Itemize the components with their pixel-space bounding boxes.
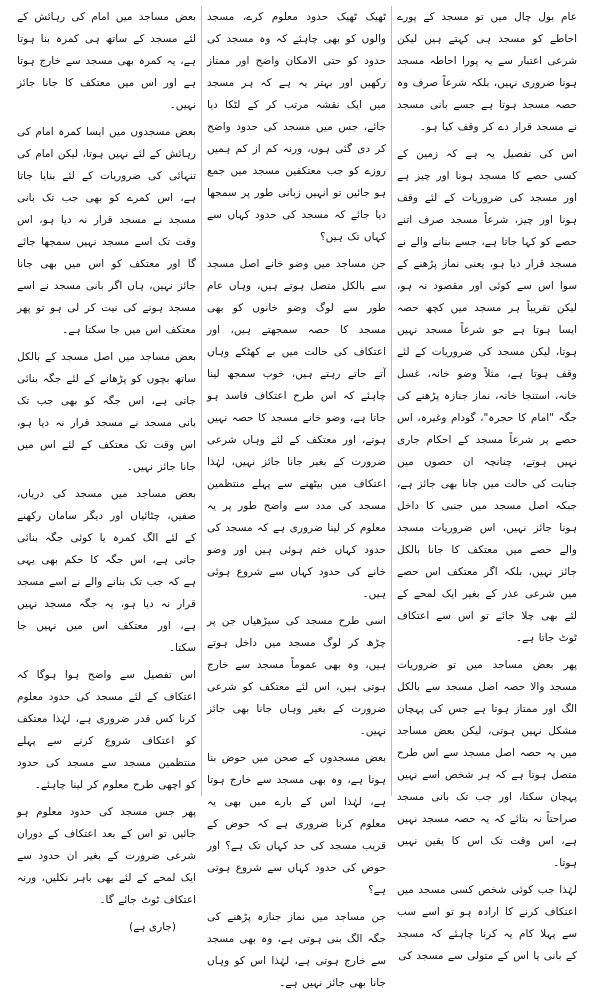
text-columns: [8, 6, 582, 989]
paragraph: بعض مسجدوں میں ایسا کمرہ امام کی رہائش کے لئے نہیں ہوتا، لیکن امام کی تنہائی کی ضروریات کے لئے بنایا جاتا ہے، اس کمرے کو بھی جب تک بانی مسجد نے مسجد قرار نہ دیا ہو، اس وقت تک اسے مسجد نہیں سمجھا جائے گا اور معتکف کو اس میں بھی جانا جائز نہیں، ہاں اگر بانی مسجد نے اسے مسجد ہونے کی نیت کر لی ہو تو پھر معتکف اس میں جا سکتا ہے۔: [17, 126, 196, 336]
paragraph: عام بول چال میں تو مسجد کے پورے احاطے کو مسجد ہی کہتے ہیں لیکن شرعی اعتبار سے یہ پورا احاطہ مسجد ہونا ضروری نہیں، بلکہ شرعاً صرف وہ حصہ مسجد ہوتا ہے جسے بانی مسجد نے مسجد قرار دے کر وقف کیا ہو۔: [397, 11, 577, 133]
paragraph: اس کی تفصیل یہ ہے کہ زمین کے کسی حصے کا مسجد ہونا اور چیز ہے اور مسجد کی ضروریات کے لئے وقف ہونا اور چیز، شرعاً مسجد صرف اتنے حصے کو کہا جاتا ہے، جسے بنانے والے نے مسجد قرار دیا ہو، یعنی نماز پڑھنے کے سوا اس سے کوئی اور مقصود نہ ہو، لیکن تقریباً ہر مسجد میں کچھ حصہ ایسا ہوتا ہے جو شرعاً مسجد نہیں ہوتا، لیکن مسجد کی ضروریات کے لئے وقف ہوتا ہے، مثلاً وضو خانہ، غسل خانہ، استنجا خانہ، نماز جنازہ پڑھنے کی جگہ "امام کا حجرہ"، گودام وغیرہ، اس حصے پر شرعاً مسجد کے احکام جاری نہیں ہوتے، چنانچہ ان حصوں میں جنابت کی حالت میں جانا بھی جائز ہے، جبکہ اصل مسجد میں جنبی کا داخل ہونا جائز نہیں، اس ضروریات مسجد والے حصے میں معتکف کا جانا بالکل جائز نہیں، بلکہ اگر معتکف اس حصے میں شرعی عذر کے بغیر ایک لمحے کے لئے بھی چلا جائے تو اس سے اعتکاف ٹوٹ جاتا ہے۔: [397, 148, 577, 644]
paragraph: بعض مساجد میں اصل مسجد کے بالکل ساتھ بچوں کو پڑھانے کے لئے جگہ بنائی جاتی ہے، اس جگہ کو بھی جب تک بانی مسجد نے مسجد قرار نہ دیا ہو، اس وقت تک معتکف کے لئے اس میں جانا جائز نہیں۔: [17, 351, 196, 473]
paragraph: اس تفصیل سے واضح ہوا ہوگا کہ اعتکاف کے لئے مسجد کی حدود معلوم کرنا کس قدر ضروری ہے، لہٰذا معتکف کو اعتکاف شروع کرنے سے پہلے منتظمین مسجد سے مسجد کی حدود کو اچھی طرح معلوم کر لینا چاہئے۔: [17, 669, 196, 791]
paragraph: بعض مسجدوں کے صحن میں حوض بنا ہوتا ہے، وہ بھی مسجد سے خارج ہوتا ہے، لہٰذا اس کے بارے میں بھی یہ معلوم کرنا ضروری ہے کہ حوض کے قریب مسجد کی حد کہاں تک ہے؟ اور حوض کی حدود کہاں سے شروع ہوتی ہے؟: [207, 752, 386, 896]
paragraph: ٹھیک ٹھیک حدود معلوم کرے، مسجد والوں کو بھی چاہئے کہ وہ مسجد کی حدود کو حتی الامکان واضح اور ممتاز رکھیں اور بہتر یہ ہے کہ ہر مسجد میں ایک نقشہ مرتب کر کے لٹکا دیا جائے، جس میں مسجد کی حدود واضح کر دی گئی ہوں، ورنہ کم از کم ہمیں روزے کو جب معتکفین مسجد میں جمع ہو جائیں تو انہیں زبانی طور پر سمجھا دیا جائے کہ مسجد کی حدود کہاں سے کہاں تک ہیں؟: [207, 11, 386, 243]
paragraph: اسی طرح مسجد کی سیڑھیاں جن پر چڑھ کر لوگ مسجد میں داخل ہوتے ہیں، وہ بھی عموماً مسجد سے خارج ہوتی ہیں، اس لئے معتکف کو شرعی ضرورت کے بغیر وہاں جانا بھی جائز نہیں۔: [207, 615, 386, 737]
column-left: [12, 6, 202, 933]
paragraph: جن مساجد میں نماز جنازہ پڑھنے کی جگہ الگ بنی ہوتی ہے، وہ بھی مسجد سے خارج ہوتی ہے، لہٰذا اس کو وہاں جانا بھی جائز نہیں ہے۔: [207, 911, 386, 989]
column-middle: [202, 6, 392, 989]
continued-label: (جاری ہے): [129, 921, 176, 933]
paragraph: جن مساجد میں وضو خانے اصل مسجد سے بالکل متصل ہوتے ہیں، وہاں عام طور سے لوگ وضو خانوں کو بھی مسجد کا حصہ سمجھتے ہیں، اور اعتکاف کی حالت میں بے کھٹکے وہاں آتے جاتے رہتے ہیں، خوب سمجھ لینا چاہئے کہ اس طرح اعتکاف فاسد ہو جاتا ہے، وضو خانے مسجد کا حصہ نہیں ہوتے، اور معتکف کے لئے وہاں شرعی ضرورت کے بغیر جانا جائز نہیں، لہٰذا اعتکاف میں بیٹھنے سے پہلے منتظمین مسجد کی مدد سے واضح طور پر یہ معلوم کر لینا ضروری ہے کہ مسجد کی حدود کہاں ختم ہوئی ہیں اور وضو خانے کی حدود کہاں سے شروع ہوئی ہیں۔: [207, 258, 386, 600]
paragraph: پھر بعض مساجد میں تو ضروریات مسجد والا حصہ اصل مسجد سے بالکل الگ اور ممتاز ہوتا ہے جس کی پہچان مشکل نہیں ہوتی، لیکن بعض مساجد میں یہ حصہ اصل مسجد سے اس طرح متصل ہوتا ہے کہ ہر شخص اسے نہیں پہچان سکتا، اور جب تک بانی مسجد صراحتاً نہ بتائے کہ یہ حصہ مسجد نہیں ہے، اس وقت تک اس کا یقین نہیں ہوتا۔: [397, 659, 577, 869]
paragraph: بعض مساجد میں امام کی رہائش کے لئے مسجد کے ساتھ ہی کمرہ بنا ہوتا ہے، یہ کمرہ بھی مسجد سے خارج ہوتا ہے اور اس میں معتکف کا جانا جائز نہیں۔: [17, 11, 196, 111]
column-right: [392, 6, 582, 962]
paragraph: پھر جس مسجد کی حدود معلوم ہو جائیں تو اس کے بعد اعتکاف کے دوران شرعی ضرورت کے بغیر ان حدود سے ایک لمحے کے لئے بھی باہر نکلیں، ورنہ اعتکاف ٹوٹ جائے گا۔: [17, 806, 196, 906]
paragraph: بعض مساجد میں مسجد کی دریاں، صفیں، چٹائیاں اور دیگر سامان رکھنے کے لئے الگ کمرہ یا کوئی جگہ بنائی جاتی ہے، اس جگہ کا حکم بھی یہی ہے کہ جب تک بنانے والے نے اسے مسجد قرار نہ دیا ہو، یہ جگہ مسجد نہیں ہے، اور معتکف اس میں نہیں جا سکتا۔: [17, 488, 196, 654]
paragraph: لہٰذا جب کوئی شخص کسی مسجد میں اعتکاف کرنے کا ارادہ ہو تو اسے سب سے پہلا کام یہ کرنا چاہئے کہ مسجد کے بانی یا اس کے متولی سے مسجد کی: [397, 884, 577, 962]
